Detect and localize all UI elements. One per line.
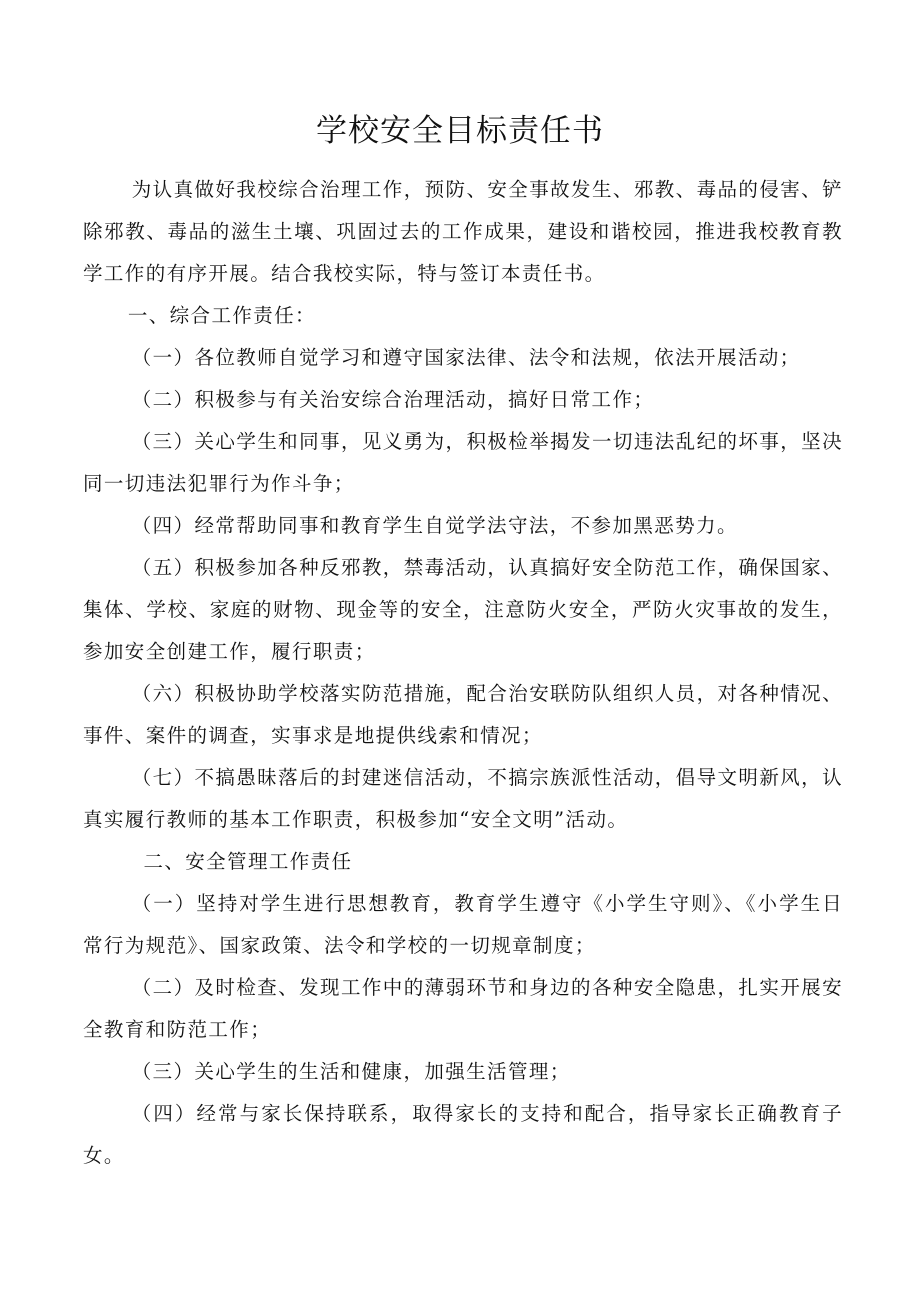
section1-item: （二）积极参与有关治安综合治理活动，搞好日常工作； xyxy=(131,388,655,411)
section2-item: （三）关心学生的生活和健康，加强生活管理； xyxy=(131,1060,571,1083)
section2-heading: 二、安全管理工作责任 xyxy=(143,850,353,873)
document-body xyxy=(83,169,843,1177)
section1-item: （一）各位教师自觉学习和遵守国家法律、法令和法规，依法开展活动； xyxy=(131,346,801,369)
section1-heading: 一、综合工作责任： xyxy=(127,304,316,327)
section1-item: （四）经常帮助同事和教育学生自觉学法守法，不参加黑恶势力。 xyxy=(131,514,738,537)
section1-item: （三）关心学生和同事，见义勇为，积极检举揭发一切违法乱纪的坏事，坚决同一切违法犯罪行为作斗争； xyxy=(83,430,843,495)
intro-paragraph: 为认真做好我校综合治理工作，预防、安全事故发生、邪教、毒品的侵害、铲除邪教、毒品的滋生土壤、巩固过去的工作成果，建设和谐校园，推进我校教育教学工作的有序开展。结合我校实际，特与签订本责任书。 xyxy=(83,178,843,285)
section1-item: （六）积极协助学校落实防范措施，配合治安联防队组织人员，对各种情况、事件、案件的调查，实事求是地提供线索和情况； xyxy=(83,682,843,747)
section2-item: （一）坚持对学生进行思想教育，教育学生遵守《小学生守则》、《小学生日常行为规范》、国家政策、法令和学校的一切规章制度； xyxy=(83,892,843,957)
document-title: 学校安全目标责任书 xyxy=(316,113,604,149)
section2-item: （二）及时检查、发现工作中的薄弱环节和身边的各种安全隐患，扎实开展安全教育和防范工作； xyxy=(83,976,843,1041)
section2-item: （四）经常与家长保持联系，取得家长的支持和配合，指导家长正确教育子女。 xyxy=(83,1102,843,1167)
section1-item: （七）不搞愚昧落后的封建迷信活动，不搞宗族派性活动，倡导文明新风，认真实履行教师的基本工作职责，积极参加“安全文明”活动。 xyxy=(83,766,843,831)
section1-item: （五）积极参加各种反邪教，禁毒活动，认真搞好安全防范工作，确保国家、集体、学校、家庭的财物、现金等的安全，注意防火安全，严防火灾事故的发生，参加安全创建工作，履行职责； xyxy=(83,556,843,663)
